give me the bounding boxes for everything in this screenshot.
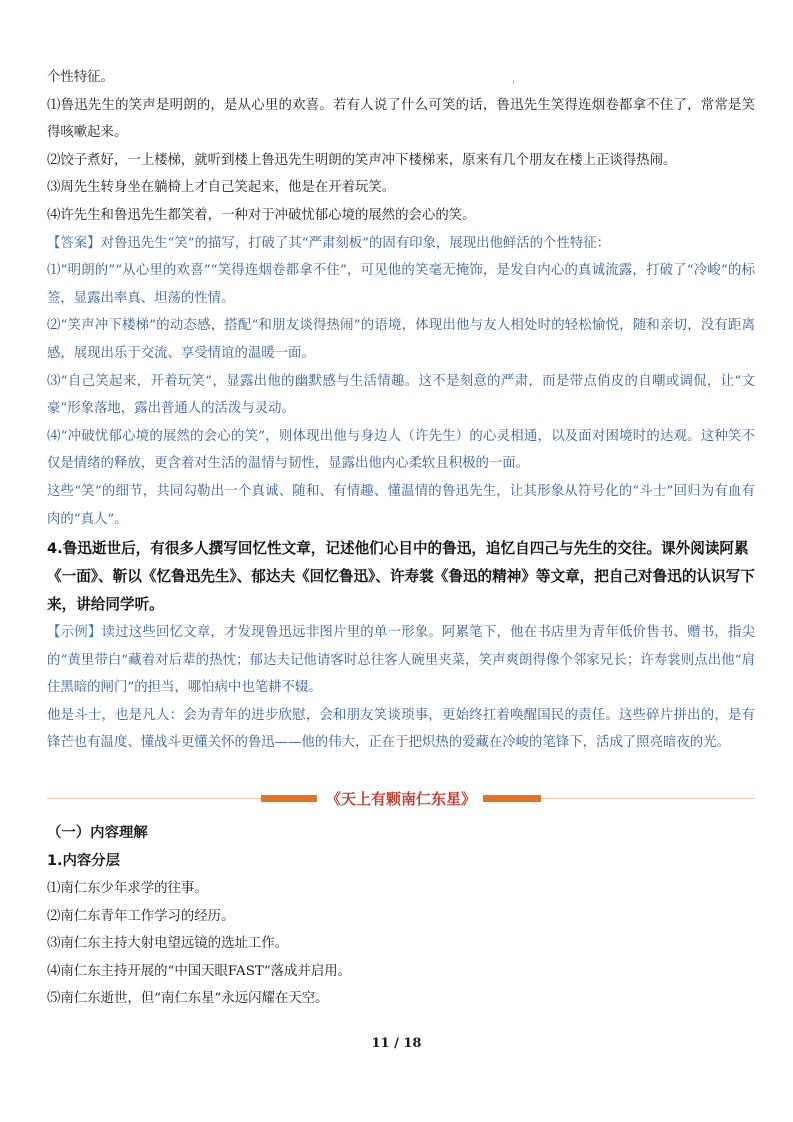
divider-bar-right: [483, 795, 541, 802]
list-item: ⑵南仁东青年工作学习的经历。: [47, 908, 235, 924]
list-item: ⑷南仁东主持开展的“中国天眼FAST”落成并启用。: [47, 963, 352, 979]
answer-point: ⑶“自己笑起来，开着玩笑”，显露出他的幽默感与生活情趣。这不是刻意的严肃，而是带点俏皮的自嘲或调侃，让“文豪”形象落地，露出普通人的活泼与灵动。: [47, 373, 755, 417]
document-body: [47, 64, 755, 1013]
answer-point: ⑵“笑声冲下楼梯”的动态感，搭配“和朋友谈得热闹”的语境，体现出他与友人相处时的轻松愉悦，随和亲切，没有距离感，展现出乐于交流、享受情谊的温暖一面。: [47, 318, 755, 361]
answer-summary: 这些“笑”的细节，共同勾勒出一个真诚、随和、有情趣、懂温情的鲁迅先生，让其形象从符号化的“斗士”回归为有血有肉的“真人”。: [47, 483, 755, 527]
section-divider: [47, 785, 755, 813]
divider-line-right: [541, 798, 755, 799]
list-item: ⑷许先生和鲁迅先生都笑着，一种对于冲破忧郁心境的展然的会心的笑。: [47, 207, 476, 223]
list-item: ⑶周先生转身坐在躺椅上才自己笑起来，他是在开着玩笑。: [47, 180, 396, 196]
list-item: ⑵饺子煮好，一上楼梯，就听到楼上鲁迅先生明朗的笑声冲下楼梯来，原来有几个朋友在楼上正谈得热闹。: [47, 152, 677, 168]
example-para-1: [47, 619, 755, 702]
list-item: ⑴南仁东少年求学的往事。: [47, 881, 208, 897]
example-text: 读过这些回忆文章，才发现鲁迅远非图片里的单一形象。阿累笔下，他在书店里为青年低价售书、赠书，指尖的“黄里带白”藏着对后辈的热忱；郁达夫记他请客时总往客人碗里夹菜，笑声爽朗得像个邻家兄长；许寿裳则点出他“肩住黑暗的闸门”的担当，哪怕病中也笔耕不辍。: [47, 625, 756, 696]
answer-lead-text: 对鲁迅先生“笑”的描写，打破了其“严肃刻板”的固有印象，展现出他鲜活的个性特征：: [100, 235, 611, 251]
example-tag: 【示例】: [47, 625, 102, 641]
question-number: 4.: [47, 540, 63, 558]
section-title: 《天上有颗南仁东星》: [322, 785, 480, 813]
list-item: ⑴鲁迅先生的笑声是明朗的，是从心里的欢喜。若有人说了什么可笑的话，鲁迅先生笑得连烟卷都拿不住了，常常是笑得咳嗽起来。: [47, 97, 755, 141]
list-item: ⑶南仁东主持大射电望远镜的选址工作。: [47, 936, 289, 952]
answer-lead: [47, 230, 755, 258]
divider-bar-left: [261, 795, 317, 802]
intro-line: 个性特征。: [47, 70, 114, 85]
part-heading: 1.内容分层: [47, 853, 121, 870]
answer-point: ⑴“明朗的”“从心里的欢喜”“笑得连烟卷都拿不住”，可见他的笑毫无掩饰，是发自内心的真诚流露，打破了“冷峻”的标签，显露出率真、坦荡的性情。: [47, 263, 755, 306]
question-text: 鲁迅逝世后，有很多人撰写回忆性文章，记述他们心目中的鲁迅，追忆自四己与先生的交往。课外阅读阿累《一面》、靳以《忆鲁迅先生》、郁达夫《回忆鲁迅》、许寿裳《鲁迅的精神》等文章，把自己对鲁迅的认识写下来，讲给同学听。: [47, 540, 755, 614]
subheading: （一）内容理解: [47, 825, 148, 842]
answer-point: ⑷“冲破忧郁心境的展然的会心的笑”，则体现出他与身边人（许先生）的心灵相通，以及面对困境时的达观。这种笑不仅是情绪的释放，更含着对生活的温情与韧性，显露出他内心柔软且积极的一面。: [47, 428, 755, 472]
page-number: 11 / 18: [371, 1036, 422, 1051]
answer-tag: 【答案】: [47, 235, 101, 251]
list-item: ⑸南仁东逝世，但“南仁东星”永远闪耀在天空。: [47, 991, 329, 1007]
question-4: [47, 535, 755, 619]
example-para-2: 他是斗士，也是凡人：会为青年的进步欣慰，会和朋友笑谈琐事，更始终扛着唤醒国民的责任。这些碎片拼出的，是有锋芒也有温度、懂战斗更懂关怀的鲁迅——他的伟大，正在于把炽热的爱藏在冷峻的笔锋下，活成了照亮暗夜的光。: [47, 707, 755, 751]
divider-line-left: [47, 798, 261, 799]
